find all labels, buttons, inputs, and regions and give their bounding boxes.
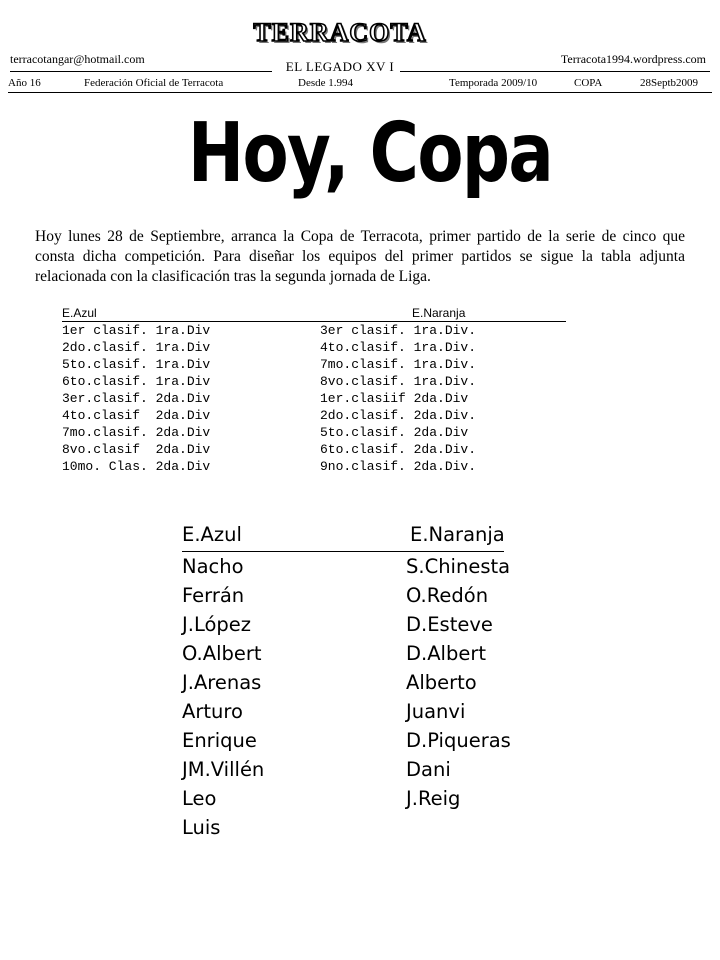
- roster-row: [182, 813, 504, 842]
- roster-player-azul: Nacho: [182, 555, 244, 578]
- classification-table: [62, 305, 566, 475]
- roster-row: [182, 697, 504, 726]
- classification-row: [62, 390, 566, 407]
- classification-cell-azul: 6to.clasif. 1ra.Div: [62, 374, 211, 389]
- roster-row: [182, 581, 504, 610]
- roster-player-naranja: S.Chinesta: [406, 555, 511, 578]
- classification-cell-azul: 1er clasif. 1ra.Div: [62, 323, 211, 338]
- roster-player-azul: J.Arenas: [182, 671, 262, 694]
- classification-row: [62, 407, 566, 424]
- classification-cell-naranja: 4to.clasif. 1ra.Div.: [320, 340, 477, 355]
- classification-cell-naranja: 6to.clasif. 2da.Div.: [320, 442, 477, 457]
- classification-cell-naranja: 8vo.clasif. 1ra.Div.: [320, 374, 477, 389]
- masthead-title: TERRACOTA: [253, 18, 427, 47]
- classification-cell-naranja: 2do.clasif. 2da.Div.: [320, 408, 477, 423]
- info-year: Año 16: [8, 77, 41, 89]
- contact-email: terracotangar@hotmail.com: [10, 52, 145, 66]
- classification-cell-azul: 2do.clasif. 1ra.Div: [62, 340, 211, 355]
- info-date: 28Septb2009: [640, 77, 699, 89]
- roster-row: [182, 726, 511, 755]
- intro-paragraph: Hoy lunes 28 de Septiembre, arranca la Copa de Terracota, primer partido de la serie de cinco que consta dicha competición. Para diseñar los equipos del primer partidos se sigue la tabla adjunta relacionada con la clasificación tras la segunda jornada de Liga.: [35, 228, 685, 285]
- info-season: Temporada 2009/10: [449, 77, 538, 89]
- roster-player-naranja: Dani: [406, 758, 451, 781]
- classification-row: [62, 424, 566, 441]
- classification-cell-naranja: 9no.clasif. 2da.Div.: [320, 459, 477, 474]
- roster-player-naranja: D.Piqueras: [406, 729, 511, 752]
- roster-player-azul: Luis: [182, 816, 221, 839]
- classification-cell-azul: 5to.clasif. 1ra.Div: [62, 357, 211, 372]
- roster-player-azul: Enrique: [182, 729, 257, 752]
- classification-cell-azul: 3er.clasif. 2da.Div: [62, 391, 211, 406]
- classification-cell-naranja: 3er clasif. 1ra.Div.: [320, 323, 477, 338]
- classification-table-header: [62, 305, 566, 322]
- roster-row: [182, 668, 504, 697]
- roster-row: [182, 755, 504, 784]
- roster-row: [182, 784, 504, 813]
- classification-cell-naranja: 1er.clasiif 2da.Div: [320, 391, 469, 406]
- classification-cell-azul: 7mo.clasif. 2da.Div: [62, 425, 211, 440]
- roster-player-azul: Arturo: [182, 700, 243, 723]
- classification-header-naranja: E.Naranja: [412, 306, 466, 320]
- roster-player-naranja: Alberto: [406, 671, 477, 694]
- roster-row: [182, 552, 511, 581]
- classification-row: [62, 441, 566, 458]
- roster-row: [182, 610, 504, 639]
- roster-player-azul: J.López: [182, 613, 252, 636]
- classification-header-azul: E.Azul: [62, 306, 97, 320]
- classification-row: [62, 356, 566, 373]
- roster-header-azul: E.Azul: [182, 523, 242, 546]
- roster-header-naranja: E.Naranja: [410, 523, 505, 546]
- roster-player-azul: Leo: [182, 787, 217, 810]
- classification-cell-naranja: 7mo.clasif. 1ra.Div.: [320, 357, 477, 372]
- team-roster: [182, 523, 511, 842]
- classification-row: [62, 458, 566, 475]
- classification-cell-azul: 8vo.clasif 2da.Div: [62, 442, 211, 457]
- classification-cell-naranja: 5to.clasif. 2da.Div: [320, 425, 469, 440]
- roster-player-azul: O.Albert: [182, 642, 262, 665]
- roster-player-naranja: D.Esteve: [406, 613, 493, 636]
- roster-header: [182, 523, 504, 552]
- roster-player-azul: Ferrán: [182, 584, 245, 607]
- classification-cell-azul: 4to.clasif 2da.Div: [62, 408, 211, 423]
- classification-row: [62, 373, 566, 390]
- roster-player-naranja: J.Reig: [406, 787, 461, 810]
- legado-subtitle: [0, 59, 680, 75]
- roster-player-naranja: D.Albert: [406, 642, 487, 665]
- roster-player-naranja: Juanvi: [406, 700, 466, 723]
- headline: Hoy, Copa: [187, 106, 553, 201]
- roster-player-naranja: O.Redón: [406, 584, 489, 607]
- classification-row: [62, 339, 566, 356]
- info-since: Desde 1.994: [298, 77, 353, 89]
- legado-text: EL LEGADO XV I: [283, 59, 397, 74]
- info-competition: COPA: [574, 77, 603, 89]
- classification-row: [62, 322, 566, 339]
- info-bar: [8, 77, 712, 93]
- roster-row: [182, 639, 504, 668]
- roster-player-azul: JM.Villén: [182, 758, 265, 781]
- info-federation: Federación Oficial de Terracota: [84, 77, 224, 89]
- blog-address: Terracota1994.wordpress.com: [560, 52, 706, 66]
- classification-cell-azul: 10mo. Clas. 2da.Div: [62, 459, 211, 474]
